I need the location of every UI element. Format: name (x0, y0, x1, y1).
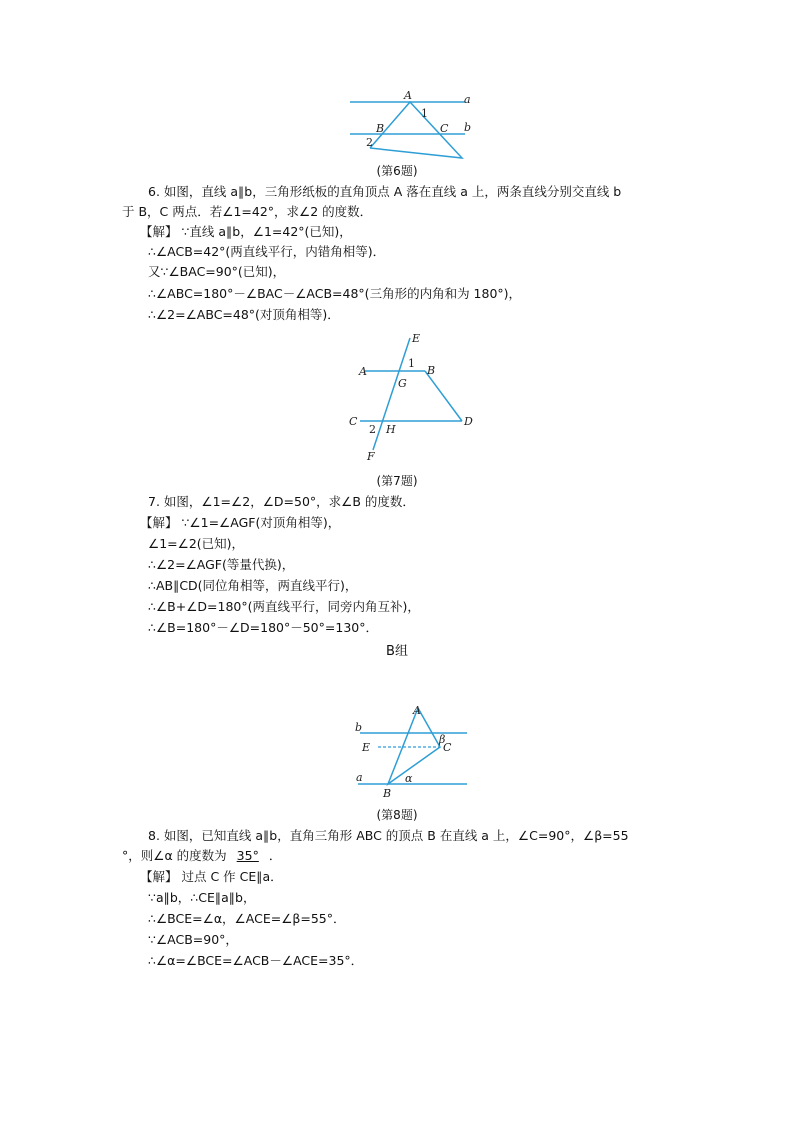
label-A: A (359, 365, 367, 378)
label-beta: β (439, 733, 446, 746)
q8-answer-blank (227, 848, 269, 863)
label-alpha: α (405, 772, 413, 785)
q8-step4: ∵∠ACB=90°， (148, 932, 238, 947)
q6-line1: 6. 如图，直线 a∥b，三角形纸板的直角顶点 A 落在直线 a 上，两条直线分别交直线 b (148, 184, 622, 199)
q6-step2: ∴∠ACB=42°(两直线平行，内错角相等)． (148, 244, 386, 259)
q8-step3: ∴∠BCE=∠α，∠ACE=∠β=55°． (148, 911, 346, 926)
figure-8-diagram (350, 700, 480, 800)
q6-line2: 于 B，C 两点．若∠1=42°，求∠2 的度数． (122, 204, 373, 219)
q8-line2-prefix: °，则∠α 的度数为 (122, 848, 227, 863)
q7-step4: ∴AB∥CD(同位角相等，两直线平行)， (148, 578, 358, 593)
figure-6 (340, 90, 480, 165)
q8-answer: 35° (236, 848, 259, 863)
q7-line1: 7. 如图，∠1=∠2，∠D=50°，求∠B 的度数． (148, 494, 415, 509)
q7-step2: ∠1=∠2(已知)， (148, 536, 245, 551)
label-B: B (376, 122, 385, 135)
q7-step5: ∴∠B+∠D=180°(两直线平行，同旁内角互补)， (148, 599, 420, 614)
figure-8-caption: (第8题) (376, 808, 418, 822)
q8-step2: ∵a∥b，∴CE∥a∥b， (148, 890, 256, 905)
figure-7-caption: (第7题) (376, 474, 418, 488)
label-E: E (362, 741, 371, 754)
figure-6-caption: (第6题) (376, 164, 418, 178)
label-D: D (464, 415, 473, 428)
label-B: B (427, 364, 436, 377)
q7-step6: ∴∠B=180°－∠D=180°－50°=130°． (148, 620, 378, 635)
figure-8 (350, 700, 480, 800)
label-C: C (440, 122, 449, 135)
figure-7 (345, 330, 485, 465)
label-b: b (355, 721, 363, 734)
q8-line2 (122, 846, 281, 866)
label-C: C (349, 415, 358, 428)
q8-line2-suffix: ． (268, 848, 282, 863)
label-1: 1 (408, 357, 415, 370)
figure-7-diagram (345, 330, 485, 465)
label-A: A (413, 704, 421, 717)
q8-step1: 【解】 过点 C 作 CE∥a． (140, 869, 283, 884)
label-2: 2 (369, 423, 376, 436)
q6-step1: 【解】 ∵直线 a∥b，∠1=42°(已知)， (140, 224, 352, 239)
label-H: H (386, 423, 396, 436)
label-2: 2 (366, 136, 373, 149)
label-A: A (404, 89, 412, 102)
q7-step3: ∴∠2=∠AGF(等量代换)， (148, 557, 295, 572)
label-E: E (412, 332, 421, 345)
label-a: a (464, 93, 471, 106)
label-F: F (367, 450, 375, 463)
figure-6-diagram (340, 90, 480, 165)
q6-step4: ∴∠ABC=180°－∠BAC－∠ACB=48°(三角形的内角和为 180°)， (148, 286, 522, 301)
label-b: b (464, 121, 472, 134)
q7-step1: 【解】 ∵∠1=∠AGF(对顶角相等)， (140, 515, 341, 530)
section-b-heading: B组 (386, 644, 408, 659)
segment-BD (425, 371, 462, 421)
label-G: G (398, 377, 407, 390)
label-a: a (356, 771, 363, 784)
label-C: C (443, 741, 452, 754)
q6-step3: 又∵∠BAC=90°(已知)， (148, 264, 286, 279)
q8-step5: ∴∠α=∠BCE=∠ACB－∠ACE=35°． (148, 953, 364, 968)
triangle-ABC (388, 708, 440, 784)
q6-step5: ∴∠2=∠ABC=48°(对顶角相等)． (148, 307, 340, 322)
label-B: B (383, 787, 392, 800)
q8-line1: 8. 如图，已知直线 a∥b，直角三角形 ABC 的顶点 B 在直线 a 上，∠C=90°，∠β=55 (148, 828, 629, 843)
label-1: 1 (421, 107, 428, 120)
